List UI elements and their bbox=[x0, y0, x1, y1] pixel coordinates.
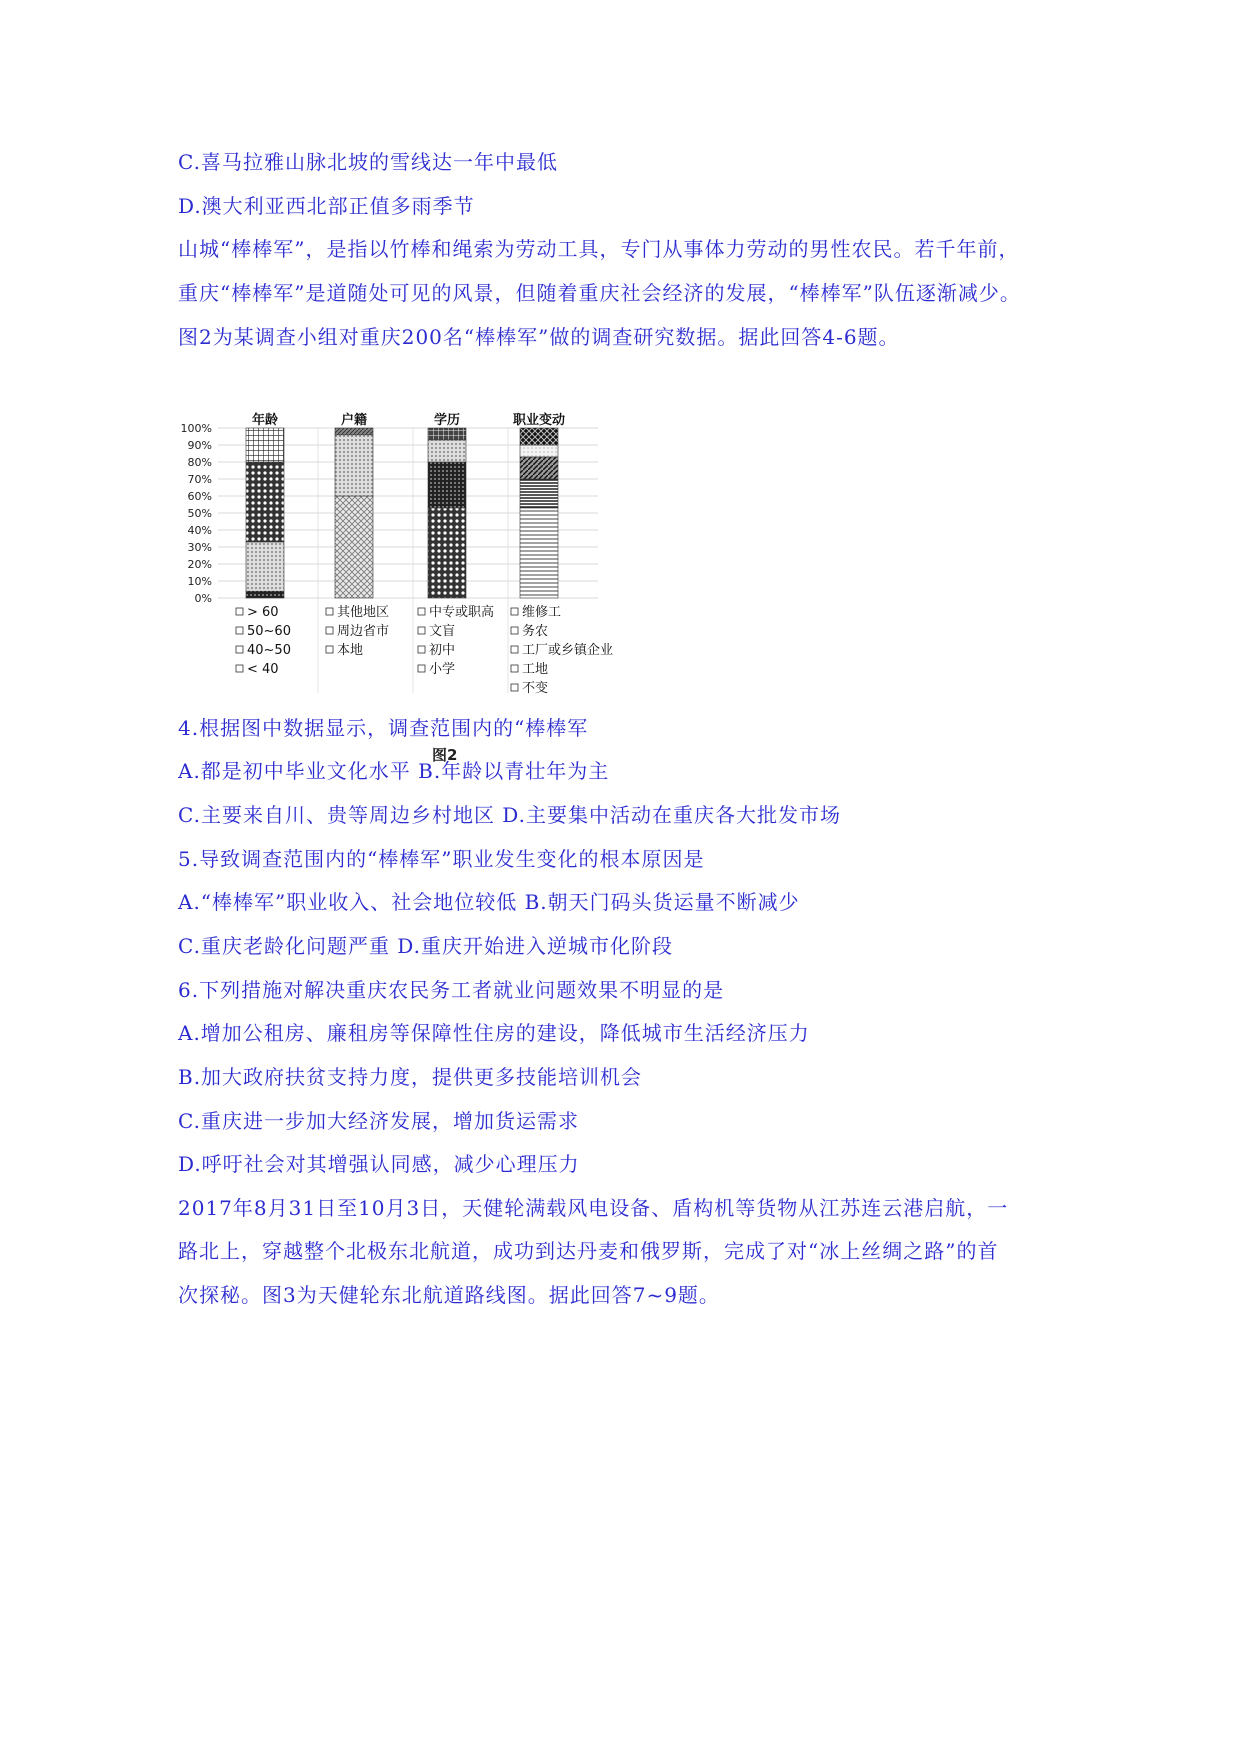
text-line: D.呼吁社会对其增强认同感，减少心理压力 bbox=[178, 1152, 580, 1176]
legend-label: 中专或职高 bbox=[429, 605, 495, 620]
y-tick-label: 60% bbox=[187, 490, 212, 503]
y-tick-label: 50% bbox=[187, 507, 212, 520]
y-tick-label: 40% bbox=[187, 524, 212, 537]
text-line: 图2为某调查小组对重庆200名“棒棒军”做的调查研究数据。据此回答4-6题。 bbox=[178, 325, 900, 349]
legend-label: 不变 bbox=[522, 681, 549, 696]
legend-swatch bbox=[418, 608, 425, 615]
text-line: 山城“棒棒军”，是指以竹棒和绳索为劳动工具，专门从事体力劳动的男性农民。若千年前， bbox=[178, 237, 1020, 261]
bar-segment bbox=[428, 508, 466, 598]
legend-swatch bbox=[511, 665, 518, 672]
group-title: 职业变动 bbox=[512, 413, 566, 428]
text-line: 6.下列措施对解决重庆农民务工者就业问题效果不明显的是 bbox=[178, 978, 725, 1002]
legend-label: < 40 bbox=[247, 662, 279, 677]
legend-swatch bbox=[418, 646, 425, 653]
legend-label: 本地 bbox=[337, 643, 364, 658]
group-title: 学历 bbox=[433, 413, 461, 428]
y-tick-label: 90% bbox=[187, 439, 212, 452]
y-tick-label: 80% bbox=[187, 456, 212, 469]
text-line: C.喜马拉雅山脉北坡的雪线达一年中最低 bbox=[178, 150, 558, 174]
text-line: 次探秘。图3为天健轮东北航道路线图。据此回答7~9题。 bbox=[178, 1283, 720, 1307]
bar-segment bbox=[246, 542, 284, 591]
legend-label: 工地 bbox=[522, 662, 549, 677]
y-tick-label: 20% bbox=[187, 558, 212, 571]
bar-segment bbox=[520, 445, 558, 457]
text-line: C.重庆进一步加大经济发展，增加货运需求 bbox=[178, 1109, 579, 1133]
legend-swatch bbox=[418, 627, 425, 634]
legend-label: 40~50 bbox=[247, 643, 291, 658]
figure-caption: 图2 bbox=[432, 746, 458, 764]
bar-segment bbox=[335, 435, 373, 496]
bar-segment bbox=[335, 496, 373, 598]
legend-swatch bbox=[236, 608, 243, 615]
legend-label: 务农 bbox=[522, 624, 549, 639]
legend-label: > 60 bbox=[247, 605, 279, 620]
bar-segment bbox=[520, 479, 558, 508]
group-title: 户籍 bbox=[340, 413, 368, 428]
legend-swatch bbox=[511, 608, 518, 615]
y-tick-label: 10% bbox=[187, 575, 212, 588]
legend-label: 文盲 bbox=[429, 624, 456, 639]
text-line: A.都是初中毕业文化水平 B.年龄以青壮年为主 bbox=[178, 759, 610, 783]
bar-segment bbox=[428, 462, 466, 508]
legend-swatch bbox=[418, 665, 425, 672]
text-line: A.“棒棒军”职业收入、社会地位较低 B.朝天门码头货运量不断减少 bbox=[178, 890, 800, 914]
bar-segment bbox=[520, 428, 558, 445]
stacked-bar-chart bbox=[178, 410, 718, 740]
text-line: C.主要来自川、贵等周边乡村地区 D.主要集中活动在重庆各大批发市场 bbox=[178, 803, 841, 827]
y-tick-label: 0% bbox=[194, 592, 212, 605]
legend-label: 工厂或乡镇企业 bbox=[522, 643, 614, 658]
legend-label: 50~60 bbox=[247, 624, 291, 639]
text-line: A.增加公租房、廉租房等保障性住房的建设，降低城市生活经济压力 bbox=[178, 1021, 810, 1045]
legend-swatch bbox=[511, 646, 518, 653]
bar-segment bbox=[428, 440, 466, 462]
text-line: 4.根据图中数据显示，调查范围内的“棒棒军 bbox=[178, 716, 589, 740]
legend-swatch bbox=[511, 684, 518, 691]
y-tick-label: 100% bbox=[180, 422, 212, 435]
text-line: 2017年8月31日至10月3日，天健轮满载风电设备、盾构机等货物从江苏连云港启航，一 bbox=[178, 1196, 1009, 1220]
y-tick-label: 70% bbox=[187, 473, 212, 486]
legend-swatch bbox=[511, 627, 518, 634]
bar-segment bbox=[335, 428, 373, 435]
legend-swatch bbox=[326, 646, 333, 653]
legend-swatch bbox=[236, 646, 243, 653]
bar-segment bbox=[246, 462, 284, 542]
bar-segment bbox=[246, 591, 284, 598]
y-tick-label: 30% bbox=[187, 541, 212, 554]
text-line: 5.导致调查范围内的“棒棒军”职业发生变化的根本原因是 bbox=[178, 847, 705, 871]
bar-segment bbox=[246, 428, 284, 462]
text-line: 重庆“棒棒军”是道随处可见的风景，但随着重庆社会经济的发展，“棒棒军”队伍逐渐减少。 bbox=[178, 281, 1021, 305]
bar-segment bbox=[428, 428, 466, 440]
legend-swatch bbox=[326, 608, 333, 615]
text-line: D.澳大利亚西北部正值多雨季节 bbox=[178, 194, 475, 218]
legend-swatch bbox=[326, 627, 333, 634]
legend-label: 初中 bbox=[429, 643, 456, 658]
legend-swatch bbox=[236, 627, 243, 634]
legend-swatch bbox=[236, 665, 243, 672]
group-title: 年龄 bbox=[251, 413, 279, 428]
legend-label: 其他地区 bbox=[337, 605, 390, 620]
text-line: C.重庆老龄化问题严重 D.重庆开始进入逆城市化阶段 bbox=[178, 934, 673, 958]
text-line: B.加大政府扶贫支持力度，提供更多技能培训机会 bbox=[178, 1065, 643, 1089]
text-line: 路北上，穿越整个北极东北航道，成功到达丹麦和俄罗斯，完成了对“冰上丝绸之路”的首 bbox=[178, 1239, 999, 1263]
legend-label: 周边省市 bbox=[337, 624, 390, 639]
bar-segment bbox=[520, 457, 558, 479]
bar-segment bbox=[520, 508, 558, 598]
legend-label: 小学 bbox=[429, 662, 456, 677]
legend-label: 维修工 bbox=[522, 605, 562, 620]
